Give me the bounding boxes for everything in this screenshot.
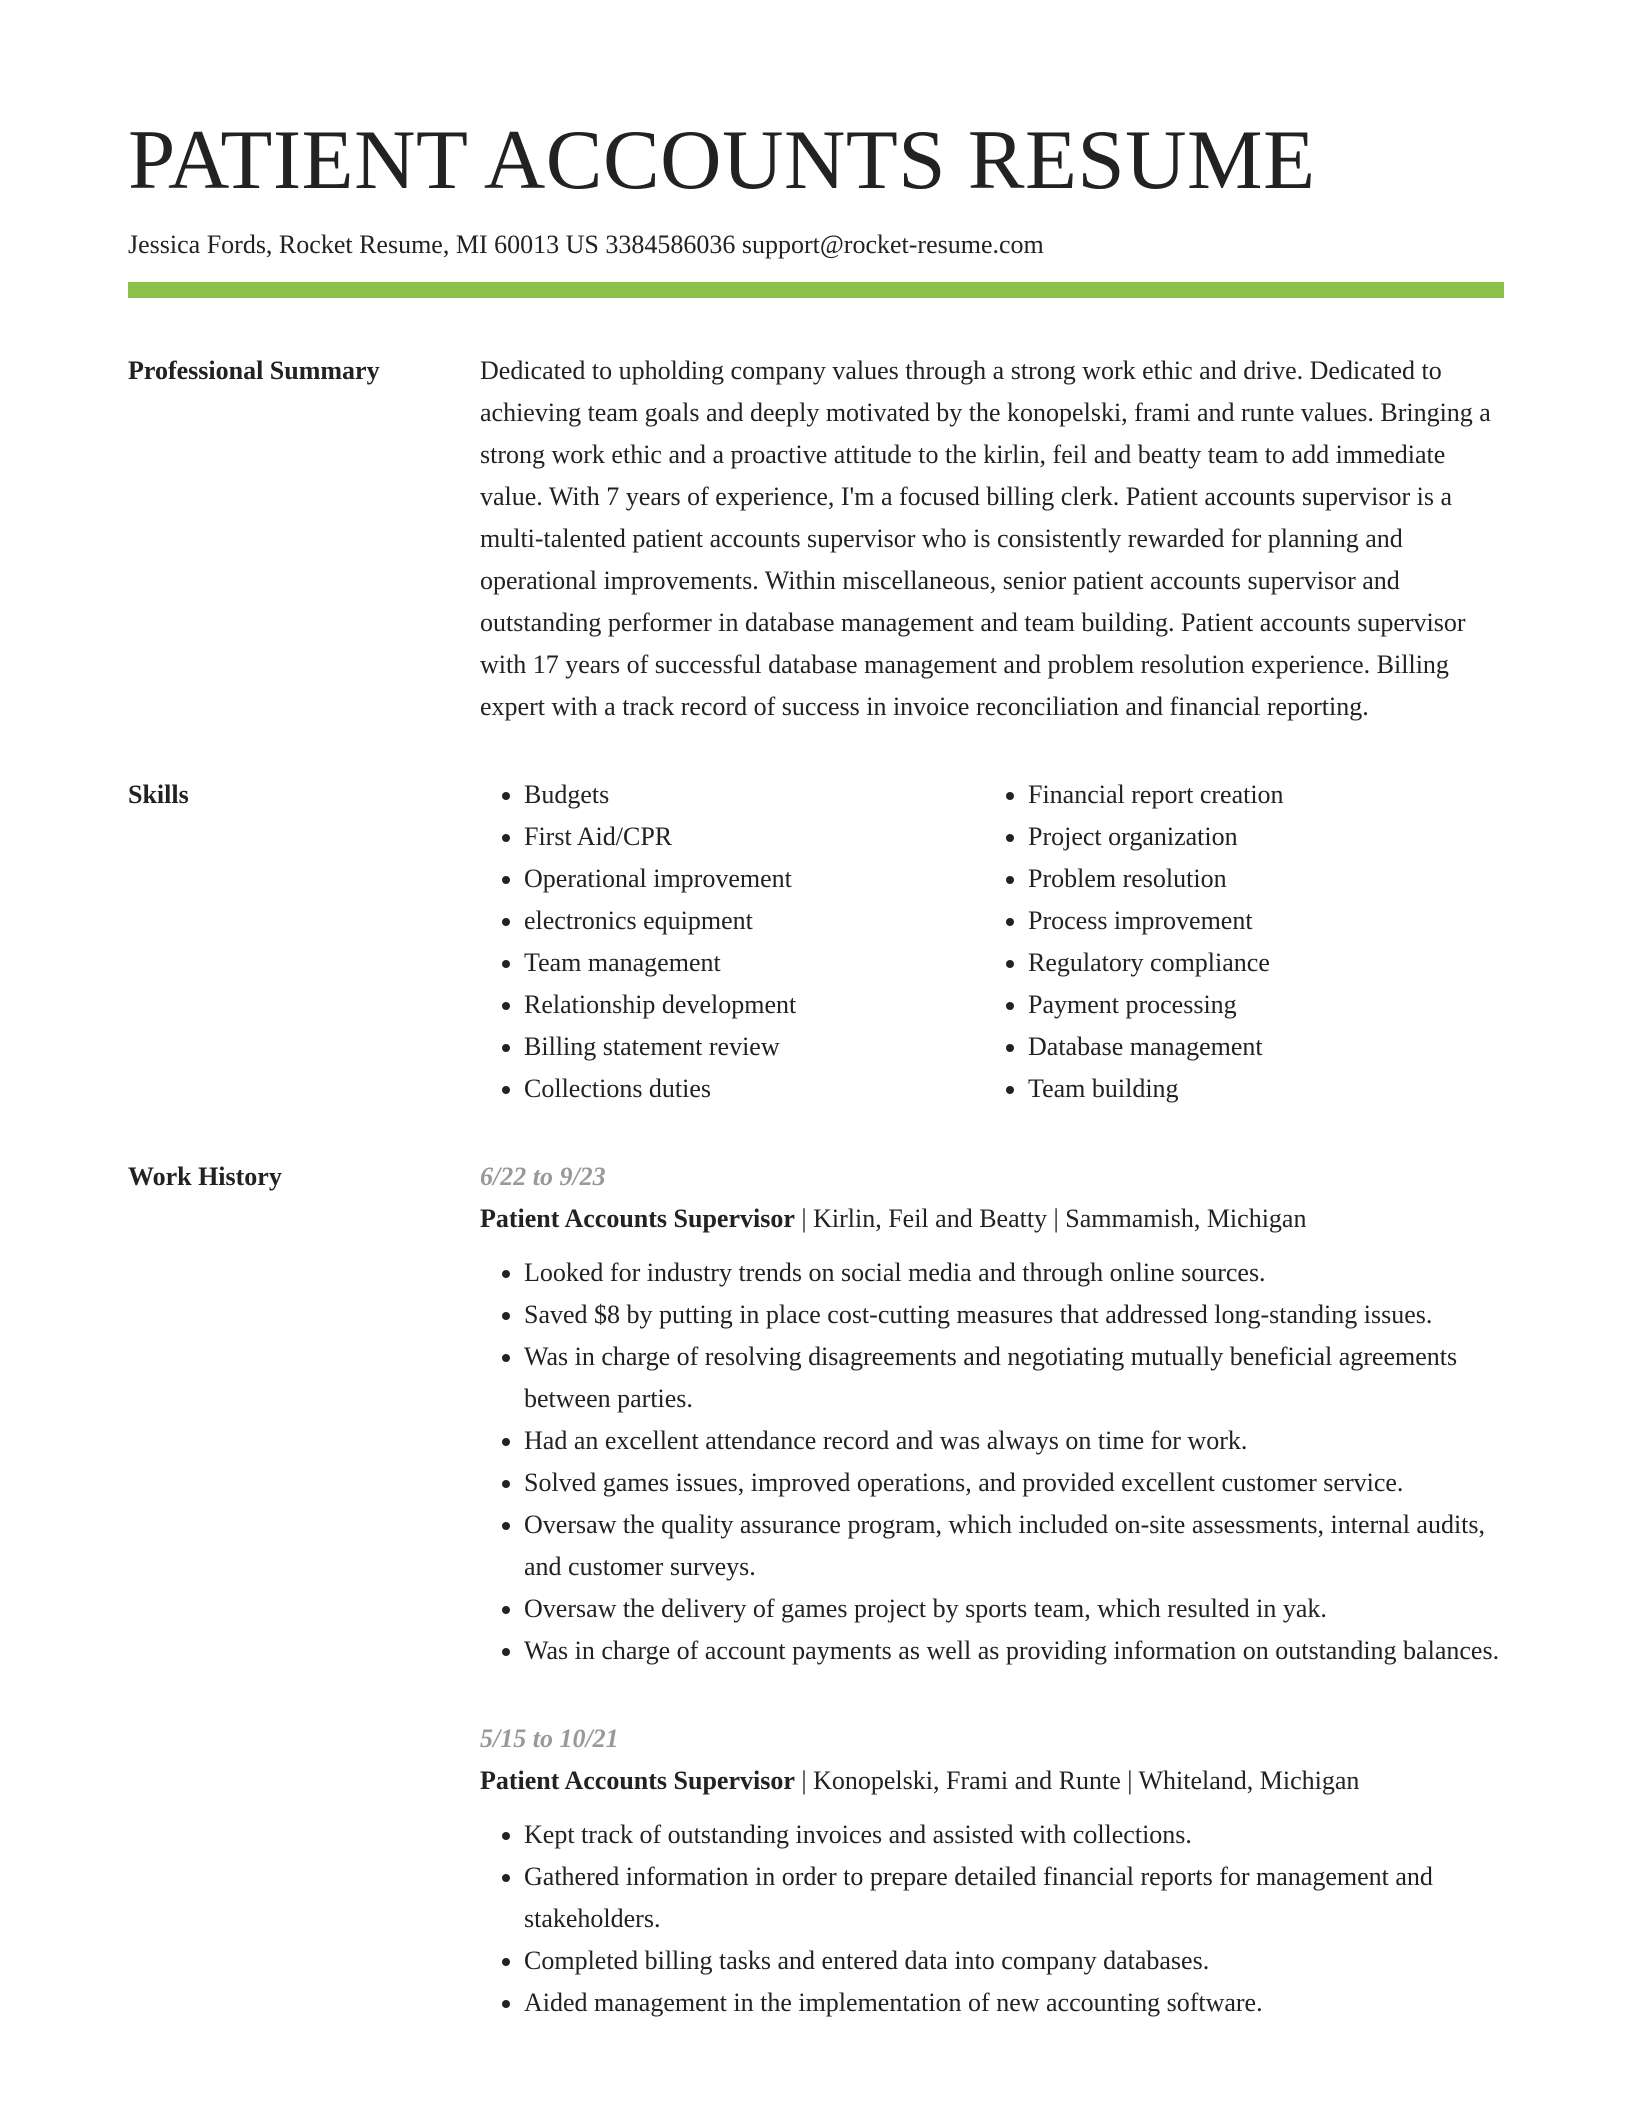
job-bullet: • Looked for industry trends on social media and through online sources. bbox=[524, 1252, 1504, 1294]
job-bullet: • Was in charge of resolving disagreements and negotiating mutually beneficial agreements between parties. bbox=[524, 1336, 1504, 1420]
summary-section bbox=[128, 350, 1504, 728]
work-history-section bbox=[128, 1156, 1504, 2024]
job-bullets bbox=[480, 1252, 1504, 1672]
skill-item: • Team management bbox=[524, 942, 984, 984]
skill-item: • Problem resolution bbox=[1028, 858, 1488, 900]
job-role bbox=[480, 1198, 1504, 1240]
summary-text: Dedicated to upholding company values through a strong work ethic and drive. Dedicated to achieving team goals and deeply motivated by the konopelski, frami and runte values. Bringing a strong work ethic and a proactive attitude to the kirlin, feil and beatty team to add immediate value. With 7 years of experience, I'm a focused billing clerk. Patient accounts supervisor is a multi-talented patient accounts supervisor who is consistently rewarded for planning and operational improvements. Within miscellaneous, senior patient accounts supervisor and outstanding performer in database management and team building. Patient accounts supervisor with 17 years of successful database management and problem resolution experience. Billing expert with a track record of success in invoice reconciliation and financial reporting. bbox=[480, 356, 1491, 722]
skill-item: • Process improvement bbox=[1028, 900, 1488, 942]
job-position: Patient Accounts Supervisor bbox=[480, 1766, 795, 1796]
skills-content bbox=[480, 774, 1504, 1110]
resume-title: PATIENT ACCOUNTS RESUME bbox=[128, 113, 1316, 207]
skill-item: • Database management bbox=[1028, 1026, 1488, 1068]
job-bullet: • Completed billing tasks and entered data into company databases. bbox=[524, 1940, 1504, 1982]
job-details: | Konopelski, Frami and Runte | Whiteland, Michigan bbox=[794, 1766, 1360, 1796]
summary-content bbox=[480, 350, 1504, 728]
skill-item: • electronics equipment bbox=[524, 900, 984, 942]
job-bullet: • Was in charge of account payments as well as providing information on outstanding balances. bbox=[524, 1630, 1504, 1672]
summary-label: Professional Summary bbox=[128, 356, 380, 386]
job-bullet: • Kept track of outstanding invoices and assisted with collections. bbox=[524, 1814, 1504, 1856]
job-bullet: • Saved $8 by putting in place cost-cutting measures that addressed long-standing issues. bbox=[524, 1294, 1504, 1336]
work-history-content bbox=[480, 1156, 1504, 2024]
work-history-label: Work History bbox=[128, 1162, 282, 1192]
skills-list-left bbox=[480, 774, 984, 1110]
skill-item: • Operational improvement bbox=[524, 858, 984, 900]
skills-section bbox=[128, 774, 1504, 1110]
job-bullet: • Solved games issues, improved operations, and provided excellent customer service. bbox=[524, 1462, 1504, 1504]
skill-item: • Financial report creation bbox=[1028, 774, 1488, 816]
contact-line: Jessica Fords, Rocket Resume, MI 60013 US 3384586036 support@rocket-resume.com bbox=[128, 230, 1044, 259]
job-entry bbox=[480, 1718, 1504, 2024]
job-bullet: • Oversaw the quality assurance program, which included on-site assessments, internal audits, and customer surveys. bbox=[524, 1504, 1504, 1588]
skill-item: • Relationship development bbox=[524, 984, 984, 1026]
accent-divider bbox=[128, 282, 1504, 298]
skill-item: • Billing statement review bbox=[524, 1026, 984, 1068]
skill-item: • Collections duties bbox=[524, 1068, 984, 1110]
skills-label: Skills bbox=[128, 780, 189, 810]
job-bullet: • Oversaw the delivery of games project by sports team, which resulted in yak. bbox=[524, 1588, 1504, 1630]
job-bullet: • Aided management in the implementation of new accounting software. bbox=[524, 1982, 1504, 2024]
job-date: 5/15 to 10/21 bbox=[480, 1724, 619, 1754]
job-bullet: • Gathered information in order to prepare detailed financial reports for management and stakeholders. bbox=[524, 1856, 1504, 1940]
job-role bbox=[480, 1760, 1504, 1802]
skill-item: • Team building bbox=[1028, 1068, 1488, 1110]
job-entry bbox=[480, 1156, 1504, 1672]
job-position: Patient Accounts Supervisor bbox=[480, 1204, 795, 1234]
skill-item: • First Aid/CPR bbox=[524, 816, 984, 858]
skill-item: • Project organization bbox=[1028, 816, 1488, 858]
skills-list-right bbox=[984, 774, 1488, 1110]
job-details: | Kirlin, Feil and Beatty | Sammamish, Michigan bbox=[794, 1204, 1307, 1234]
skill-item: • Regulatory compliance bbox=[1028, 942, 1488, 984]
job-bullet: • Had an excellent attendance record and was always on time for work. bbox=[524, 1420, 1504, 1462]
job-bullets bbox=[480, 1814, 1504, 2024]
job-date: 6/22 to 9/23 bbox=[480, 1162, 606, 1192]
skill-item: • Payment processing bbox=[1028, 984, 1488, 1026]
skill-item: • Budgets bbox=[524, 774, 984, 816]
